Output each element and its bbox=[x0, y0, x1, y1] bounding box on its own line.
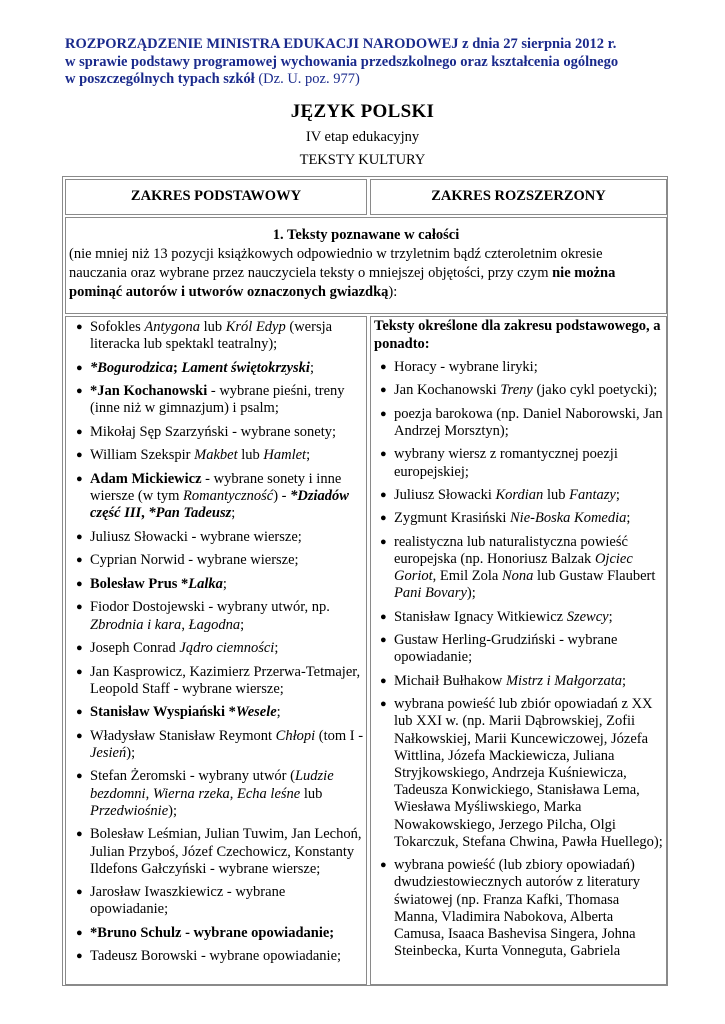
list-item: ● Mikołaj Sęp Szarzyński - wybrane sonety; bbox=[76, 423, 337, 440]
list-item: ● Gustaw Herling-Grudziński - wybrane opowiadanie; bbox=[380, 632, 618, 666]
list-item: ● Władysław Stanisław Reymont Chłopi (tom I - Jesień); bbox=[76, 727, 364, 761]
bullet-icon: ● bbox=[76, 828, 83, 841]
basic-list-cell bbox=[65, 316, 367, 985]
list-item: ● Tadeusz Borowski - wybrane opowiadanie; bbox=[76, 948, 342, 965]
bullet-icon: ● bbox=[380, 634, 387, 647]
extended-list-cell bbox=[370, 316, 667, 985]
bullet-icon: ● bbox=[76, 449, 83, 462]
bullet-icon: ● bbox=[76, 926, 83, 939]
bullet-icon: ● bbox=[76, 321, 83, 333]
extended-intro: Teksty określone dla zakresu podstawowego, a ponadto: bbox=[374, 318, 661, 352]
list-item: ● *Bruno Schulz - wybrane opowiadanie; bbox=[76, 924, 335, 941]
bullet-icon: ● bbox=[76, 729, 83, 742]
basic-reading-list bbox=[76, 319, 366, 972]
list-item: ● poezja barokowa (np. Daniel Naborowski, Jan Andrzej Morsztyn); bbox=[380, 405, 663, 439]
bullet-icon: ● bbox=[76, 950, 83, 963]
list-item: ● Michaił Bułhakow Mistrz i Małgorzata; bbox=[380, 672, 627, 689]
list-item: ● Bolesław Prus *Lalka; bbox=[76, 575, 227, 592]
list-item: ● Jan Kasprowicz, Kazimierz Przerwa-Tetmajer, Leopold Staff - wybrane wiersze; bbox=[76, 663, 361, 697]
bullet-icon: ● bbox=[76, 770, 83, 783]
bullet-icon: ● bbox=[380, 488, 387, 501]
bullet-icon: ● bbox=[76, 577, 83, 590]
bullet-icon: ● bbox=[76, 361, 83, 374]
header-line-2: w sprawie podstawy programowej wychowania przedszkolnego oraz kształcenia ogólnego bbox=[65, 53, 619, 70]
bullet-icon: ● bbox=[76, 642, 83, 655]
bullet-icon: ● bbox=[76, 425, 83, 438]
bullet-icon: ● bbox=[380, 512, 387, 525]
stage-label: IV etap edukacyjny bbox=[305, 129, 420, 145]
curriculum-table bbox=[62, 176, 668, 986]
bullet-icon: ● bbox=[380, 535, 387, 548]
list-item: ● Zygmunt Krasiński Nie-Boska Komedia; bbox=[380, 510, 631, 527]
list-item: ● Adam Mickiewicz - wybrane sonety i inne wiersze (w tym Romantyczność) - *Dziadów część III, *Pan Tadeusz; bbox=[76, 470, 349, 522]
list-item: ● wybrany wiersz z romantycznej poezji europejskiej; bbox=[380, 446, 618, 480]
bullet-icon: ● bbox=[380, 859, 387, 872]
list-item: ● Fiodor Dostojewski - wybrany utwór, np. Zbrodnia i kara, Łagodna; bbox=[76, 599, 330, 633]
section-1-cell bbox=[65, 217, 667, 314]
header-line-3: w poszczególnych typach szkół bbox=[65, 71, 255, 87]
section-title: TEKSTY KULTURY bbox=[299, 152, 426, 168]
bullet-icon: ● bbox=[76, 385, 83, 398]
bullet-icon: ● bbox=[380, 698, 387, 711]
bullet-icon: ● bbox=[380, 361, 387, 373]
extended-reading-list bbox=[376, 359, 664, 967]
bullet-icon: ● bbox=[76, 554, 83, 567]
section-1-title: 1. Teksty poznawane w całości bbox=[272, 227, 460, 243]
list-item: ● Juliusz Słowacki - wybrane wiersze; bbox=[76, 528, 302, 545]
bullet-icon: ● bbox=[76, 530, 83, 543]
section-1-intro bbox=[66, 245, 666, 302]
list-item: ● *Jan Kochanowski - wybrane pieśni, treny (inne niż w gimnazjum) i psalm; bbox=[76, 383, 345, 417]
list-item: ● realistyczna lub naturalistyczna powieść europejska (np. Honoriusz Balzak Ojciec Goriot, Emil Zola Nona lub Gustaw Flaubert Pani Bovary); bbox=[380, 533, 656, 602]
column-header-extended: ZAKRES ROZSZERZONY bbox=[370, 179, 667, 215]
intro-emphasis: nie można pominąć autorów i utworów oznaczonych gwiazdką bbox=[69, 265, 616, 300]
bullet-icon: ● bbox=[380, 610, 387, 623]
bullet-icon: ● bbox=[380, 407, 387, 420]
bullet-icon: ● bbox=[380, 448, 387, 461]
list-item: ● wybrana powieść lub zbiór opowiadań z XX lub XXI w. (np. Marii Dąbrowskiej, Zofii Nałkowskiej, Marii Kuncewiczowej, Józefa Wittlina, Józefa Mackiewicza, Juliana Stryjkowskiego, Andrzeja Kuśniewicza, Tadeusza Konwickiego, Stanisława Lema, Wiesława Myśliwskiego, Marka Nowakowskiego, Jerzego Pilcha, Olgi Tokarczuk, Stefana Chwina, Pawła Huellego); bbox=[380, 696, 663, 850]
list-item: ● Jan Kochanowski Treny (jako cykl poetycki); bbox=[380, 382, 658, 399]
list-item: ● Stanisław Ignacy Witkiewicz Szewcy; bbox=[380, 608, 613, 625]
list-item: ● Joseph Conrad Jądro ciemności; bbox=[76, 640, 279, 657]
column-header-basic: ZAKRES PODSTAWOWY bbox=[65, 179, 367, 215]
header-citation: (Dz. U. poz. 977) bbox=[254, 71, 360, 87]
intro-text: (nie mniej niż 13 pozycji książkowych odpowiednio w trzyletnim bądź czteroletnim okresie nauczania oraz wybrane przez nauczyciela teksty o mniejszej objętości, przy czym bbox=[69, 246, 603, 281]
bullet-icon: ● bbox=[380, 674, 387, 687]
list-item: ● Bolesław Leśmian, Julian Tuwim, Jan Lechoń, Julian Przyboś, Józef Czechowicz, Konstanty Ildefons Gałczyński - wybrane wiersze; bbox=[76, 826, 362, 877]
list-item: ● *Bogurodzica; Lament świętokrzyski; bbox=[76, 359, 314, 376]
bullet-icon: ● bbox=[380, 384, 387, 397]
list-item: ● Sofokles Antygona lub Król Edyp (wersja literacka lub spektakl teatralny); bbox=[76, 319, 333, 353]
list-item: ● Horacy - wybrane liryki; bbox=[380, 359, 538, 375]
bullet-icon: ● bbox=[76, 706, 83, 719]
bullet-icon: ● bbox=[76, 472, 83, 485]
header-line-1: ROZPORZĄDZENIE MINISTRA EDUKACJI NARODOWEJ z dnia 27 sierpnia 2012 r. bbox=[65, 36, 617, 52]
list-item: ● Jarosław Iwaszkiewicz - wybrane opowiadanie; bbox=[76, 884, 286, 918]
intro-end: ): bbox=[388, 284, 398, 300]
list-item: ● Juliusz Słowacki Kordian lub Fantazy; bbox=[380, 486, 620, 503]
list-item: ● Cyprian Norwid - wybrane wiersze; bbox=[76, 552, 299, 569]
bullet-icon: ● bbox=[76, 601, 83, 614]
list-item: ● wybrana powieść (lub zbiory opowiadań) dwudziestowiecznych autorów z literatury światowej (np. Franza Kafki, Thomasa Manna, Vladimira Nabokova, Alberta Camusa, Isaaca Bashevisa Singera, Johna Steinbecka, Kurta Vonneguta, Gabriela bbox=[380, 857, 641, 960]
list-item: ● William Szekspir Makbet lub Hamlet; bbox=[76, 447, 311, 464]
page-title: JĘZYK POLSKI bbox=[290, 101, 435, 122]
bullet-icon: ● bbox=[76, 886, 83, 899]
list-item: ● Stefan Żeromski - wybrany utwór (Ludzie bezdomni, Wierna rzeka, Echa leśne lub Przedwiośnie); bbox=[76, 768, 334, 819]
list-item: ● Stanisław Wyspiański *Wesele; bbox=[76, 704, 281, 721]
bullet-icon: ● bbox=[76, 665, 83, 678]
document-header bbox=[65, 36, 675, 89]
